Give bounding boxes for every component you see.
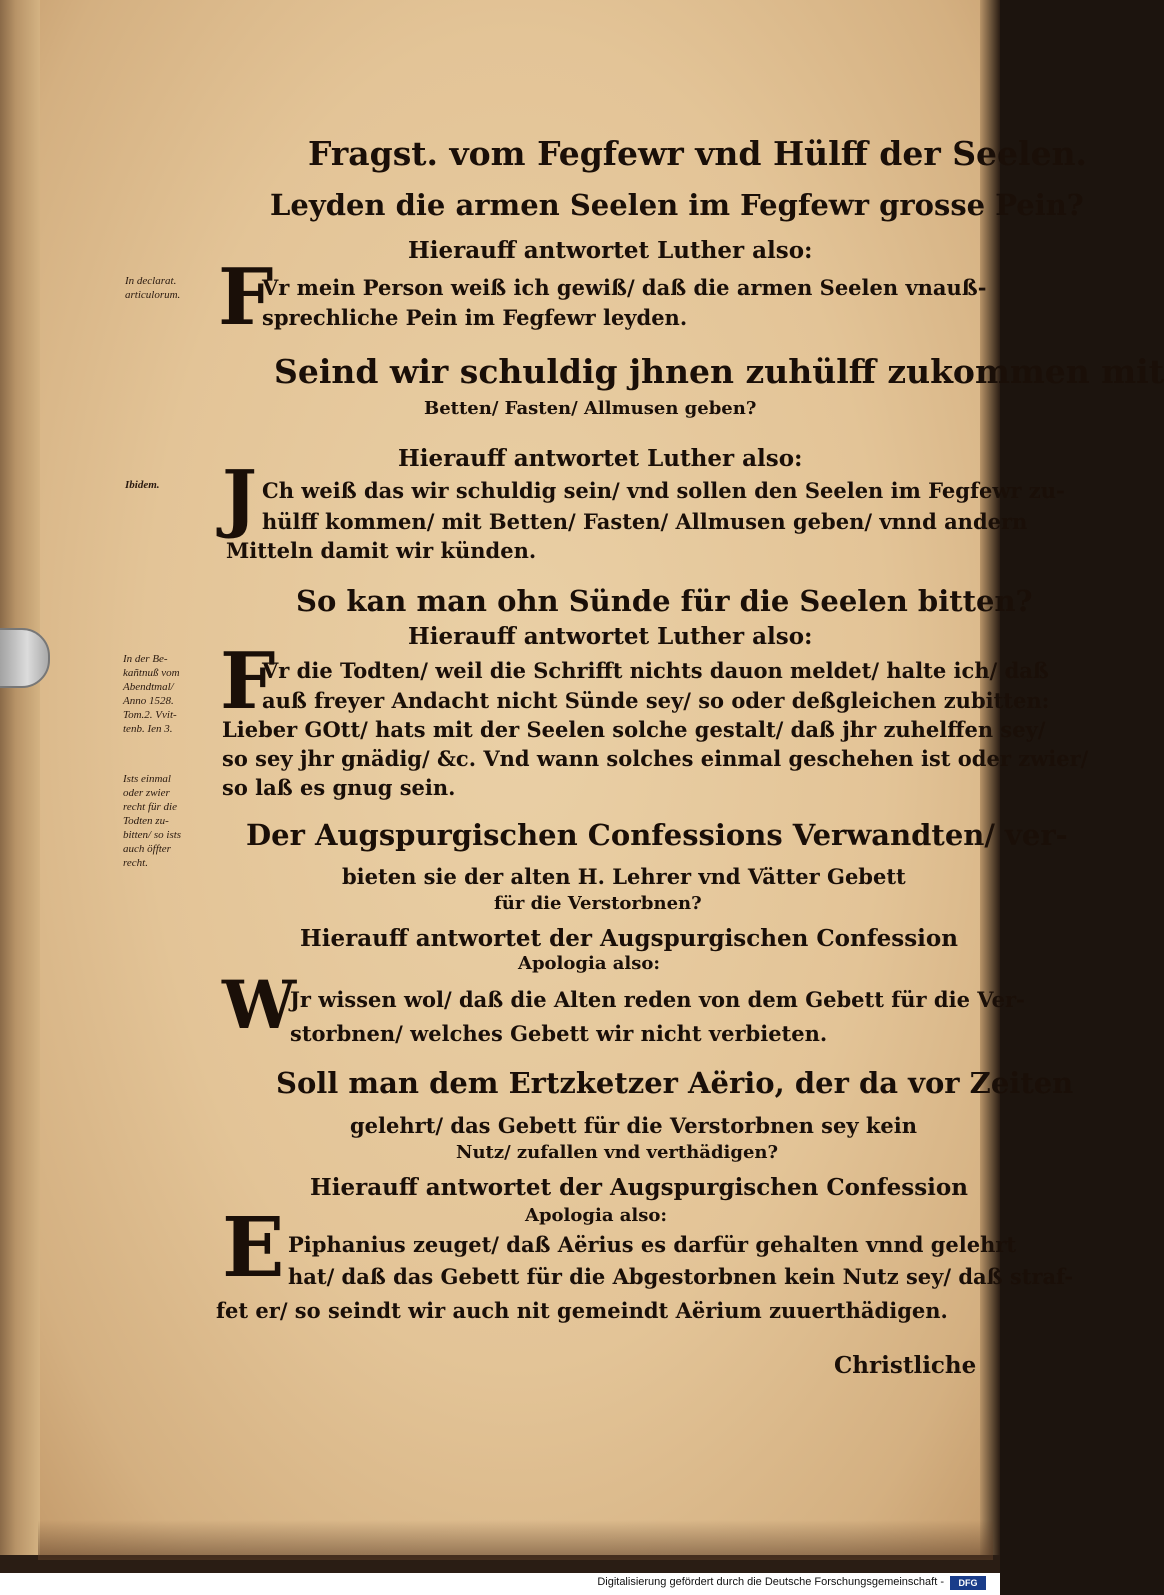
page-bottom-shadow (38, 1520, 993, 1560)
page-stack-edge (0, 0, 40, 1555)
question-heading: Der Augspurgischen Confessions Verwandten/ ver- (246, 818, 1068, 852)
catchword: Christliche (834, 1352, 977, 1379)
body-line: Vr mein Person weiß ich gewiß/ daß die armen Seelen vnauß- (262, 275, 987, 300)
margin-note: Ibidem. (125, 479, 160, 491)
body-line: so sey jhr gnädig/ &c. Vnd wann solches einmal geschehen ist oder zwier/ (222, 746, 1089, 771)
question-heading: für die Verstorbnen? (494, 893, 702, 914)
answer-intro: Hierauff antwortet der Augspurgischen Confession (310, 1174, 968, 1201)
answer-intro: Hierauff antwortet Luther also: (408, 237, 813, 264)
answer-intro: Apologia also: (525, 1205, 668, 1226)
question-heading: Seind wir schuldig jhnen zuhülff zukommen mit (274, 352, 1164, 391)
body-line: hat/ daß das Gebett für die Abgestorbnen kein Nutz sey/ daß straf- (288, 1264, 1074, 1289)
body-line: hülff kommen/ mit Betten/ Fasten/ Allmusen geben/ vnnd andern (262, 509, 1028, 534)
body-line: Ch weiß das wir schuldig sein/ vnd sollen den Seelen im Fegfewr zu- (262, 478, 1065, 503)
margin-note: In declarat. articulorum. (125, 275, 181, 301)
body-line: Piphanius zeuget/ daß Aërius es darfür gehalten vnnd gelehrt (288, 1232, 1017, 1257)
question-heading: Betten/ Fasten/ Allmusen geben? (424, 398, 757, 419)
body-line: sprechliche Pein im Fegfewr leyden. (262, 305, 688, 330)
margin-note: In der Be- kañtnuß vom Abendtmal/ Anno 1528. Tom.2. Vvit- tenb. Ien 3. (123, 653, 180, 735)
body-line: auß freyer Andacht nicht Sünde sey/ so oder deßgleichen zubitten: (262, 688, 1050, 713)
drop-cap: J (222, 455, 258, 541)
drop-cap: W (222, 966, 297, 1044)
body-line: fet er/ so seindt wir auch nit gemeindt Aërium zuuerthädigen. (216, 1298, 948, 1323)
body-line: Lieber GOtt/ hats mit der Seelen solche gestalt/ daß jhr zuhelffen sey/ (222, 717, 1046, 742)
answer-intro: Apologia also: (518, 953, 661, 974)
body-line: Vr die Todten/ weil die Schrifft nichts dauon meldet/ halte ich/ daß (262, 658, 1049, 683)
footer-bar (0, 1573, 1000, 1595)
funding-credit: Digitalisierung gefördert durch die Deutsche Forschungsgemeinschaft - (597, 1576, 944, 1588)
drop-cap: F (218, 252, 274, 343)
question-heading: So kan man ohn Sünde für die Seelen bitten? (296, 584, 1033, 618)
answer-intro: Hierauff antwortet Luther also: (408, 623, 813, 650)
question-heading: gelehrt/ das Gebett für die Verstorbnen sey kein (350, 1113, 918, 1138)
margin-note: Ists einmal oder zwier recht für die Todten zu- bitten/ so ists auch öffter recht. (123, 773, 182, 869)
question-heading: Soll man dem Ertzketzer Aërio, der da vor Zeiten (276, 1066, 1074, 1100)
drop-cap: F (220, 636, 276, 727)
answer-intro: Hierauff antwortet Luther also: (398, 445, 803, 472)
question-heading: Nutz/ zufallen vnd verthädigen? (456, 1142, 779, 1163)
page-gutter-shadow (980, 0, 1000, 1555)
dfg-logo: DFG (950, 1576, 986, 1590)
drop-cap: E (222, 1200, 285, 1296)
question-heading: bieten sie der alten H. Lehrer vnd Vätter Gebett (342, 864, 906, 889)
page-clamp (0, 628, 50, 688)
body-line: so laß es gnug sein. (222, 775, 456, 800)
body-line: storbnen/ welches Gebett wir nicht verbieten. (290, 1021, 828, 1046)
question-heading: Leyden die armen Seelen im Fegfewr grosse Pein? (270, 188, 1084, 222)
body-line: Mitteln damit wir künden. (226, 538, 537, 563)
answer-intro: Hierauff antwortet der Augspurgischen Confession (300, 925, 958, 952)
body-line: Jr wissen wol/ daß die Alten reden von dem Gebett für die Ver- (290, 987, 1025, 1012)
page-heading: Fragst. vom Fegfewr vnd Hülff der Seelen. (308, 134, 1088, 173)
